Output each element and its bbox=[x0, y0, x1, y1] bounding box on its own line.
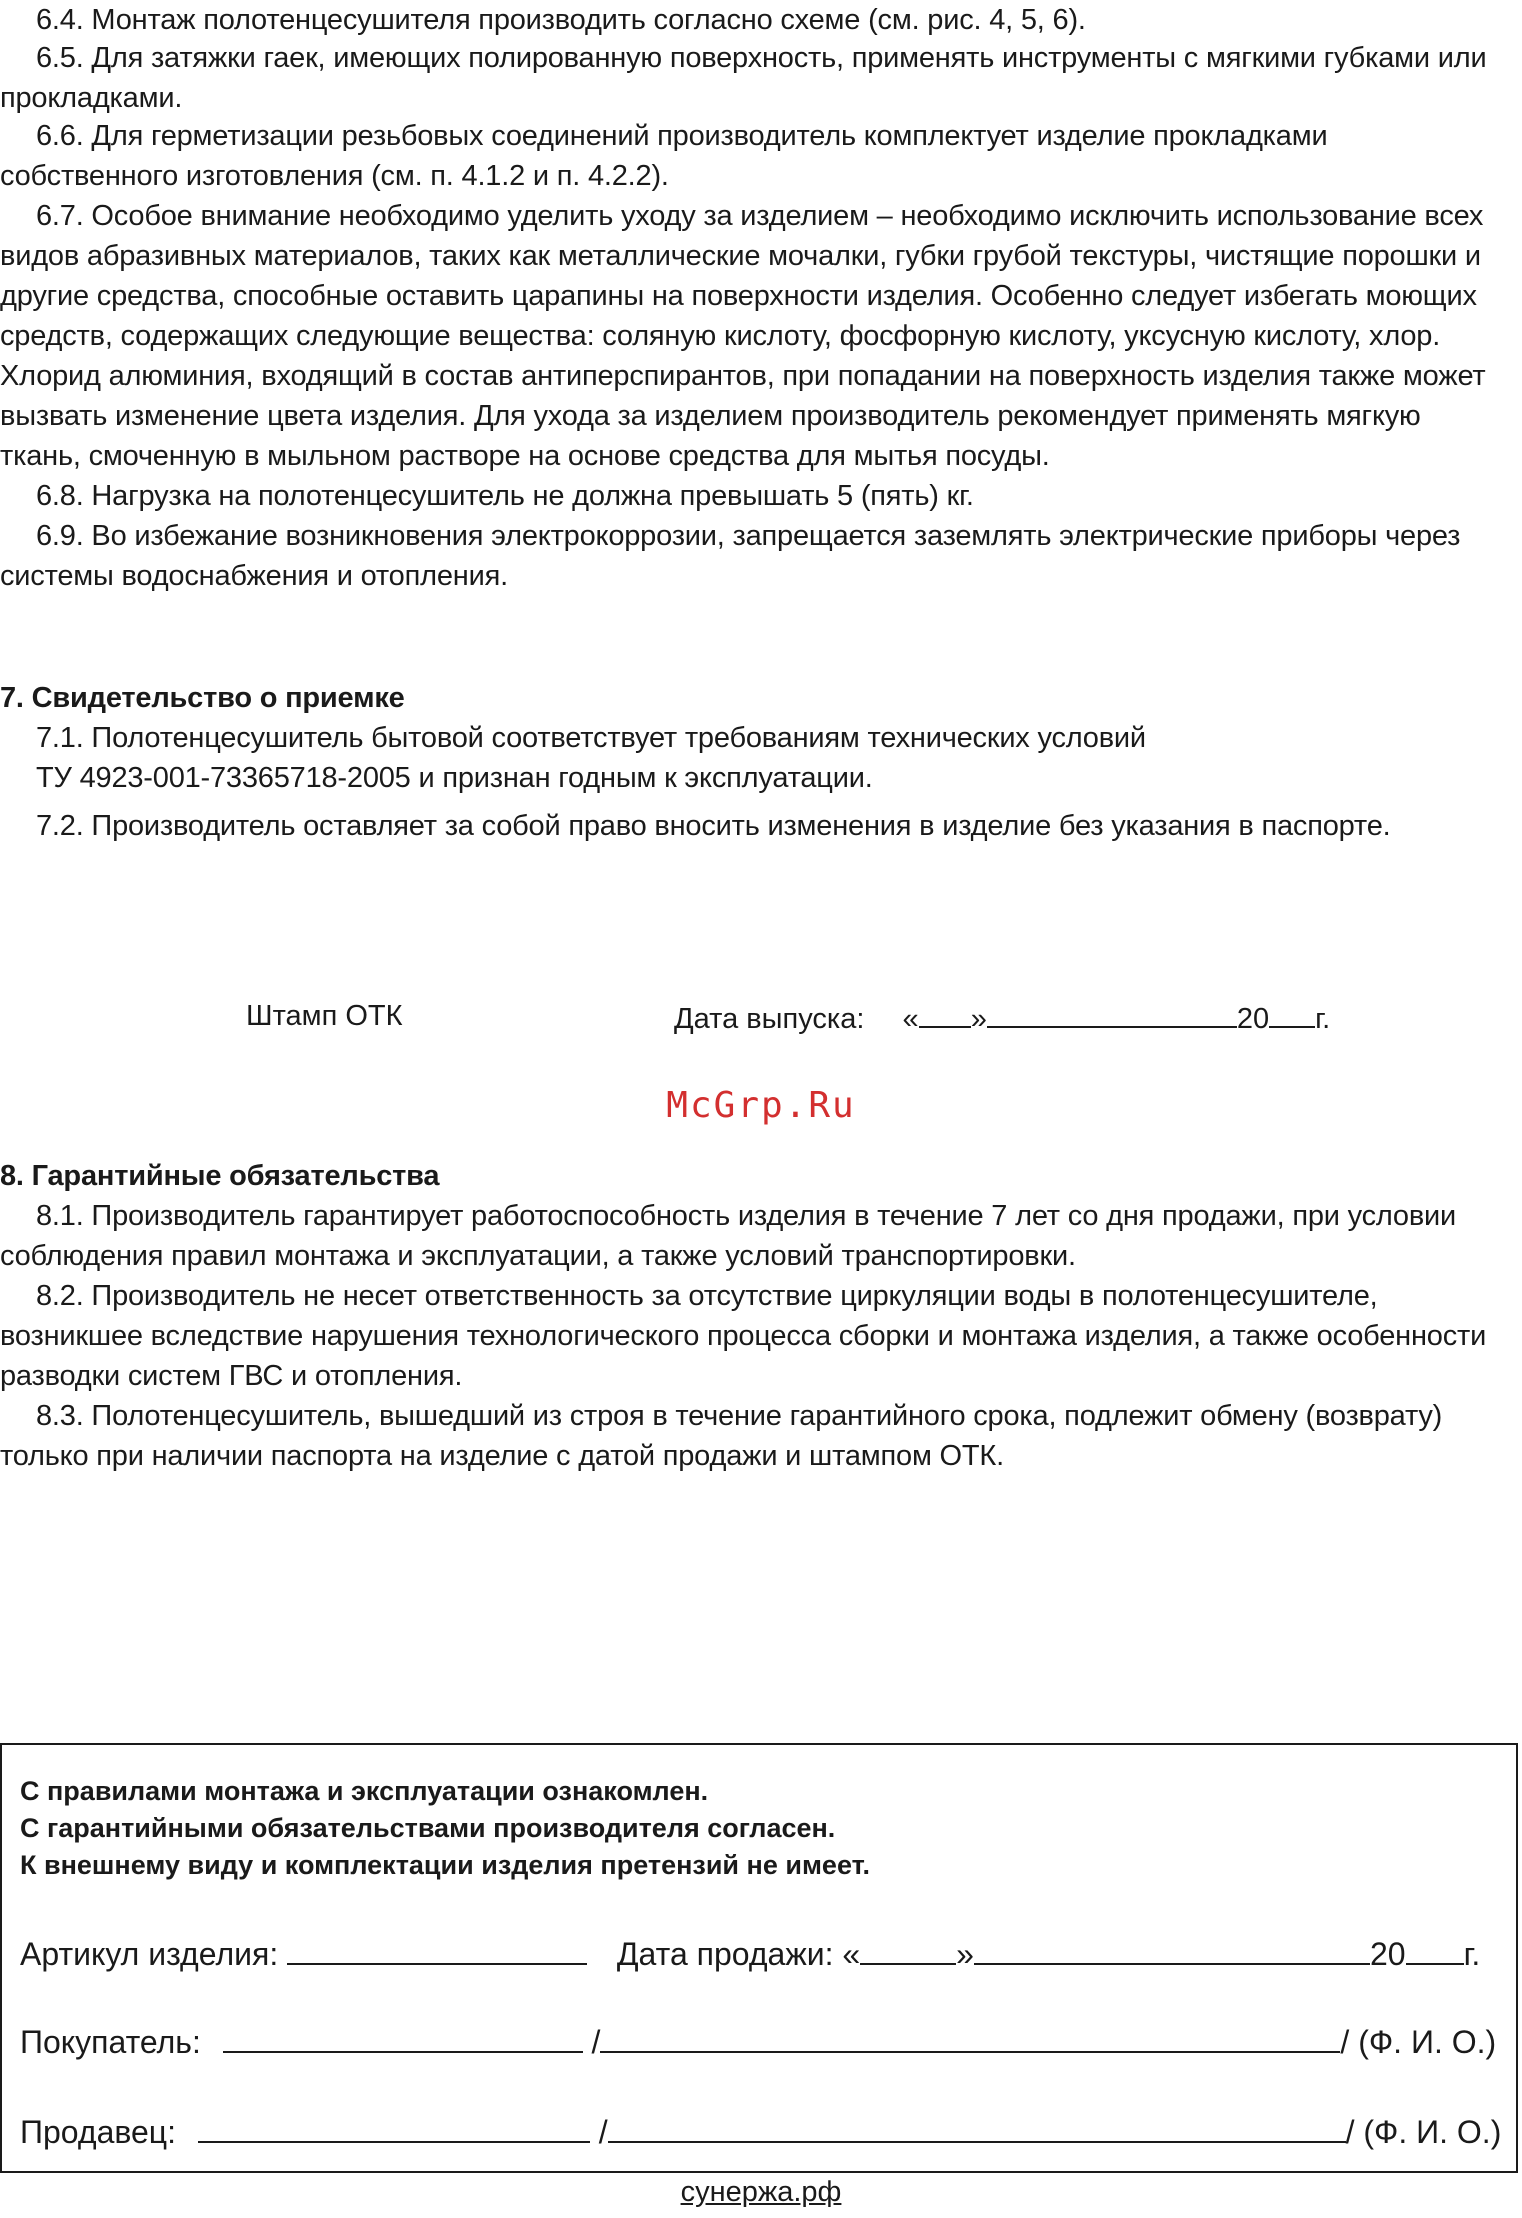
paragraph-6-6-cont: собственного изготовления (см. п. 4.1.2 и п. 4.2.2). bbox=[0, 160, 669, 192]
sale-quote-close: » bbox=[956, 1936, 974, 1972]
paragraph-8-2-cont: разводки систем ГВС и отопления. bbox=[0, 1360, 463, 1392]
watermark: McGrp.Ru bbox=[666, 1085, 856, 1126]
section-7-heading: 7. Свидетельство о приемке bbox=[0, 682, 405, 714]
paragraph-6-9: 6.9. Во избежание возникновения электрокоррозии, запрещается заземлять электрические приборы через bbox=[36, 520, 1461, 552]
footer bbox=[0, 2176, 1522, 2209]
paragraph-6-9-cont: системы водоснабжения и отопления. bbox=[0, 560, 508, 592]
paragraph-6-7-cont: другие средства, способные оставить царапины на поверхности изделия. Особенно следует избегать моющих bbox=[0, 280, 1477, 312]
agreement-box bbox=[0, 1743, 1518, 2173]
seller-row bbox=[20, 2111, 1501, 2152]
month-blank[interactable] bbox=[987, 996, 1237, 1028]
article-blank[interactable] bbox=[287, 1933, 587, 1965]
paragraph-6-6: 6.6. Для герметизации резьбовых соединений производитель комплектует изделие прокладками bbox=[36, 120, 1328, 152]
stamp-label: Штамп ОТК bbox=[246, 1000, 403, 1032]
sale-month-blank[interactable] bbox=[974, 1933, 1370, 1965]
buyer-slash: / bbox=[591, 2024, 601, 2060]
quote-open: « bbox=[902, 1003, 919, 1035]
seller-name-blank[interactable] bbox=[608, 2111, 1346, 2143]
buyer-row bbox=[20, 2021, 1496, 2062]
seller-signature-blank[interactable] bbox=[198, 2111, 590, 2143]
paragraph-8-3: 8.3. Полотенцесушитель, вышедший из строя в течение гарантийного срока, подлежит обмену (возврату) bbox=[36, 1400, 1443, 1432]
paragraph-8-2: 8.2. Производитель не несет ответственность за отсутствие циркуляции воды в полотенцесушителе, bbox=[36, 1280, 1378, 1312]
agreement-line-2: С гарантийными обязательствами производителя согласен. bbox=[20, 1813, 836, 1843]
paragraph-7-2: 7.2. Производитель оставляет за собой право вносить изменения в изделие без указания в паспорте. bbox=[36, 810, 1391, 842]
sale-date-label: Дата продажи: « bbox=[616, 1936, 861, 1972]
buyer-signature-blank[interactable] bbox=[223, 2021, 583, 2053]
buyer-label: Покупатель: bbox=[20, 2024, 201, 2060]
article-sale-date-row bbox=[20, 1933, 1480, 1974]
paragraph-6-5-cont: прокладками. bbox=[0, 82, 183, 114]
paragraph-6-7-cont: Хлорид алюминия, входящий в состав антиперспирантов, при попадании на поверхность изделия также может bbox=[0, 360, 1486, 392]
seller-fio: / (Ф. И. О.) bbox=[1345, 2114, 1502, 2150]
paragraph-6-8: 6.8. Нагрузка на полотенцесушитель не должна превышать 5 (пять) кг. bbox=[36, 480, 974, 512]
buyer-name-blank[interactable] bbox=[600, 2021, 1340, 2053]
buyer-fio: / (Ф. И. О.) bbox=[1340, 2024, 1497, 2060]
year-prefix: 20 bbox=[1236, 1003, 1270, 1035]
sale-year-suffix: г. bbox=[1463, 1936, 1481, 1972]
quote-close: » bbox=[970, 1003, 987, 1035]
paragraph-7-1: 7.1. Полотенцесушитель бытовой соответствует требованиям технических условий bbox=[36, 722, 1146, 754]
sale-year-prefix: 20 bbox=[1369, 1936, 1406, 1972]
paragraph-8-3-cont: только при наличии паспорта на изделие с датой продажи и штампом ОТК. bbox=[0, 1440, 1004, 1472]
article-label: Артикул изделия: bbox=[20, 1936, 279, 1972]
sale-year-blank[interactable] bbox=[1406, 1933, 1464, 1965]
footer-site-link[interactable]: сунержа.рф bbox=[680, 2176, 842, 2208]
release-date-label: Дата выпуска: bbox=[674, 1003, 865, 1035]
paragraph-6-7-cont: ткань, смоченную в мыльном растворе на основе средства для мытья посуды. bbox=[0, 440, 1050, 472]
paragraph-6-7-cont: средств, содержащих следующие вещества: соляную кислоту, фосфорную кислоту, уксусную кислоту, хлор. bbox=[0, 320, 1441, 352]
year-blank[interactable] bbox=[1269, 996, 1315, 1028]
seller-slash: / bbox=[598, 2114, 608, 2150]
paragraph-6-7-cont: видов абразивных материалов, таких как металлические мочалки, губки грубой текстуры, чистящие порошки и bbox=[0, 240, 1481, 272]
paragraph-8-2-cont: возникшее вследствие нарушения технологического процесса сборки и монтажа изделия, а также особенности bbox=[0, 1320, 1487, 1352]
paragraph-8-1-cont: соблюдения правил монтажа и эксплуатации, а также условий транспортировки. bbox=[0, 1240, 1076, 1272]
paragraph-6-4: 6.4. Монтаж полотенцесушителя производить согласно схеме (см. рис. 4, 5, 6). bbox=[36, 4, 1086, 36]
day-blank[interactable] bbox=[919, 996, 971, 1028]
year-suffix: г. bbox=[1315, 1003, 1331, 1035]
agreement-line-1: С правилами монтажа и эксплуатации ознакомлен. bbox=[20, 1776, 709, 1806]
release-date-field bbox=[674, 996, 1330, 1039]
sale-day-blank[interactable] bbox=[860, 1933, 956, 1965]
paragraph-6-5: 6.5. Для затяжки гаек, имеющих полированную поверхность, применять инструменты с мягкими губками или bbox=[36, 42, 1487, 74]
agreement-line-3: К внешнему виду и комплектации изделия претензий не имеет. bbox=[20, 1850, 870, 1880]
paragraph-8-1: 8.1. Производитель гарантирует работоспособность изделия в течение 7 лет со дня продажи, при условии bbox=[36, 1200, 1457, 1232]
section-8-heading: 8. Гарантийные обязательства bbox=[0, 1160, 440, 1192]
paragraph-7-1-cont: ТУ 4923-001-73365718-2005 и признан годным к эксплуатации. bbox=[36, 762, 873, 794]
seller-label: Продавец: bbox=[20, 2114, 177, 2150]
paragraph-6-7-cont: вызвать изменение цвета изделия. Для ухода за изделием производитель рекомендует применять мягкую bbox=[0, 400, 1421, 432]
paragraph-6-7: 6.7. Особое внимание необходимо уделить уходу за изделием – необходимо исключить использование всех bbox=[36, 200, 1484, 232]
